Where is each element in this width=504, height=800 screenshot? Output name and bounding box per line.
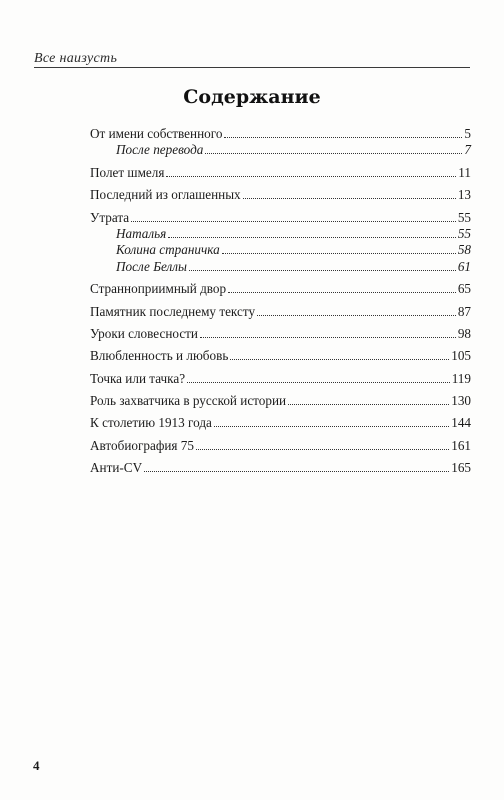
toc-leader-dots (214, 426, 449, 427)
toc-entry (90, 187, 471, 203)
toc-entry-page: 87 (457, 303, 471, 319)
toc-entry-title: Влюбленность и любовь (90, 348, 229, 364)
toc-entry-title: Последний из оглашенных (90, 187, 241, 203)
toc-entry (90, 304, 471, 320)
toc-entry (90, 165, 471, 181)
toc-entry-title: Колина страничка (116, 242, 220, 258)
toc-entry-page: 165 (451, 460, 471, 476)
toc-entry-title: Уроки словесности (90, 325, 198, 341)
toc-entry (90, 226, 471, 242)
toc-entry-title: Утрата (90, 209, 130, 225)
toc-entry-page: 55 (457, 225, 471, 241)
toc-entry-title: Точка или тачка? (90, 370, 186, 386)
toc-leader-dots (168, 237, 456, 238)
toc-entry (90, 142, 471, 158)
toc-entry-title: К столетию 1913 года (90, 415, 212, 431)
toc-entry-page: 58 (457, 242, 471, 258)
toc-leader-dots (230, 359, 449, 360)
toc-entry (90, 281, 471, 297)
toc-entry-page: 13 (457, 187, 471, 203)
toc-entry-page: 5 (464, 126, 471, 141)
toc-leader-dots (200, 337, 456, 338)
toc-entry-page: 161 (451, 437, 471, 453)
toc-entry-page: 65 (457, 281, 471, 297)
toc-entry-page: 105 (451, 348, 471, 364)
toc-entry-title: От имени собственного (90, 126, 223, 141)
toc-entry-page: 55 (457, 209, 471, 225)
toc-leader-dots (189, 270, 456, 271)
toc-entry (90, 348, 471, 364)
toc-leader-dots (166, 176, 456, 177)
table-of-contents (90, 126, 471, 477)
toc-entry-title: Автобиография 75 (90, 437, 194, 453)
toc-entry (90, 371, 471, 387)
toc-leader-dots (222, 253, 456, 254)
toc-entry-title: После Беллы (116, 258, 187, 274)
toc-entry-title: Странноприимный двор (90, 281, 227, 297)
toc-entry (90, 460, 471, 476)
toc-leader-dots (196, 449, 449, 450)
toc-leader-dots (257, 315, 456, 316)
toc-entry-title: Анти-CV (90, 460, 143, 476)
toc-entry-title: Роль захватчика в русской истории (90, 393, 287, 409)
toc-entry-page: 11 (458, 164, 471, 180)
running-head: Все наизусть (34, 51, 118, 66)
toc-leader-dots (288, 404, 449, 405)
toc-leader-dots (144, 471, 449, 472)
toc-entry-page: 61 (457, 258, 471, 274)
toc-entry (90, 393, 471, 409)
header-rule (34, 67, 470, 68)
toc-entry (90, 126, 471, 142)
page-number: 4 (33, 758, 40, 773)
toc-entry-title: Памятник последнему тексту (90, 303, 256, 319)
toc-leader-dots (131, 221, 456, 222)
toc-entry (90, 326, 471, 342)
toc-entry (90, 242, 471, 258)
toc-entry-page: 119 (451, 370, 471, 386)
toc-entry-page: 98 (457, 325, 471, 341)
toc-entry-title: После перевода (116, 142, 204, 158)
toc-entry-page: 130 (451, 393, 471, 409)
toc-leader-dots (187, 382, 450, 383)
toc-entry (90, 438, 471, 454)
page-title: Содержание (183, 86, 321, 108)
toc-entry (90, 415, 471, 431)
toc-entry-page: 7 (464, 142, 471, 158)
toc-entry-page: 144 (451, 415, 471, 431)
toc-leader-dots (243, 198, 456, 199)
toc-entry-title: Наталья (116, 225, 167, 241)
toc-leader-dots (224, 137, 462, 138)
toc-leader-dots (205, 153, 462, 154)
toc-entry (90, 210, 471, 226)
toc-entry-title: Полет шмеля (90, 164, 165, 180)
toc-leader-dots (228, 292, 456, 293)
toc-entry (90, 259, 471, 275)
